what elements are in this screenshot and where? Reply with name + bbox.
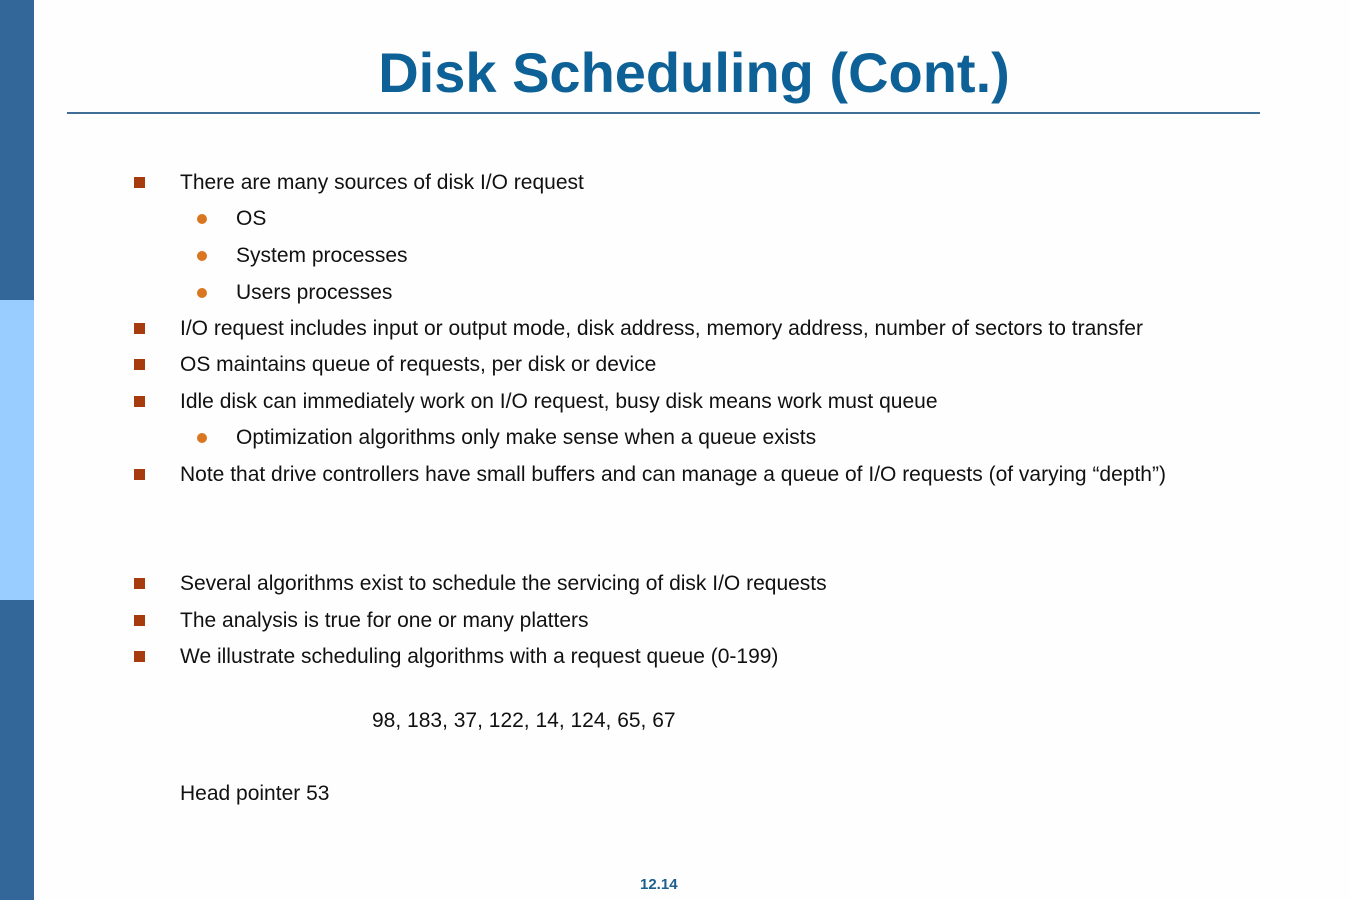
square-bullet-icon <box>134 469 145 480</box>
slide-title: Disk Scheduling (Cont.) <box>378 41 1010 104</box>
bullet-text: The analysis is true for one or many platters <box>180 609 589 632</box>
dot-bullet-icon <box>197 251 207 261</box>
side-bar-bottom-segment <box>0 600 34 900</box>
square-bullet-icon <box>134 323 145 334</box>
page-number: 12.14 <box>640 876 678 893</box>
square-bullet-icon <box>134 578 145 589</box>
side-bar-middle-segment <box>0 300 34 600</box>
sub-bullet-text: OS <box>236 207 267 230</box>
bullet-text: Note that drive controllers have small buffers and can manage a queue of I/O requests (of varying “depth”) <box>180 463 1166 486</box>
sub-bullet-text: Users processes <box>236 281 393 304</box>
bullet-text: OS maintains queue of requests, per disk or device <box>180 353 657 376</box>
square-bullet-icon <box>134 396 145 407</box>
bullet-text: We illustrate scheduling algorithms with a request queue (0-199) <box>180 645 779 668</box>
square-bullet-icon <box>134 615 145 626</box>
side-bar-top-segment <box>0 0 34 300</box>
dot-bullet-icon <box>197 288 207 298</box>
bullet-text: Several algorithms exist to schedule the servicing of disk I/O requests <box>180 572 827 595</box>
dot-bullet-icon <box>197 433 207 443</box>
bullet-text: There are many sources of disk I/O request <box>180 171 584 194</box>
sub-bullet-text: Optimization algorithms only make sense when a queue exists <box>236 426 817 449</box>
square-bullet-icon <box>134 651 145 662</box>
sub-bullet-text: System processes <box>236 244 408 267</box>
dot-bullet-icon <box>197 214 207 224</box>
bullet-text: I/O request includes input or output mode, disk address, memory address, number of sectors to transfer <box>180 317 1143 340</box>
head-pointer-text: Head pointer 53 <box>180 782 330 805</box>
square-bullet-icon <box>134 359 145 370</box>
side-accent-bar <box>0 0 34 900</box>
bullet-text: Idle disk can immediately work on I/O request, busy disk means work must queue <box>180 390 938 413</box>
request-queue-values: 98, 183, 37, 122, 14, 124, 65, 67 <box>372 709 676 732</box>
title-divider <box>67 112 1260 114</box>
square-bullet-icon <box>134 177 145 188</box>
